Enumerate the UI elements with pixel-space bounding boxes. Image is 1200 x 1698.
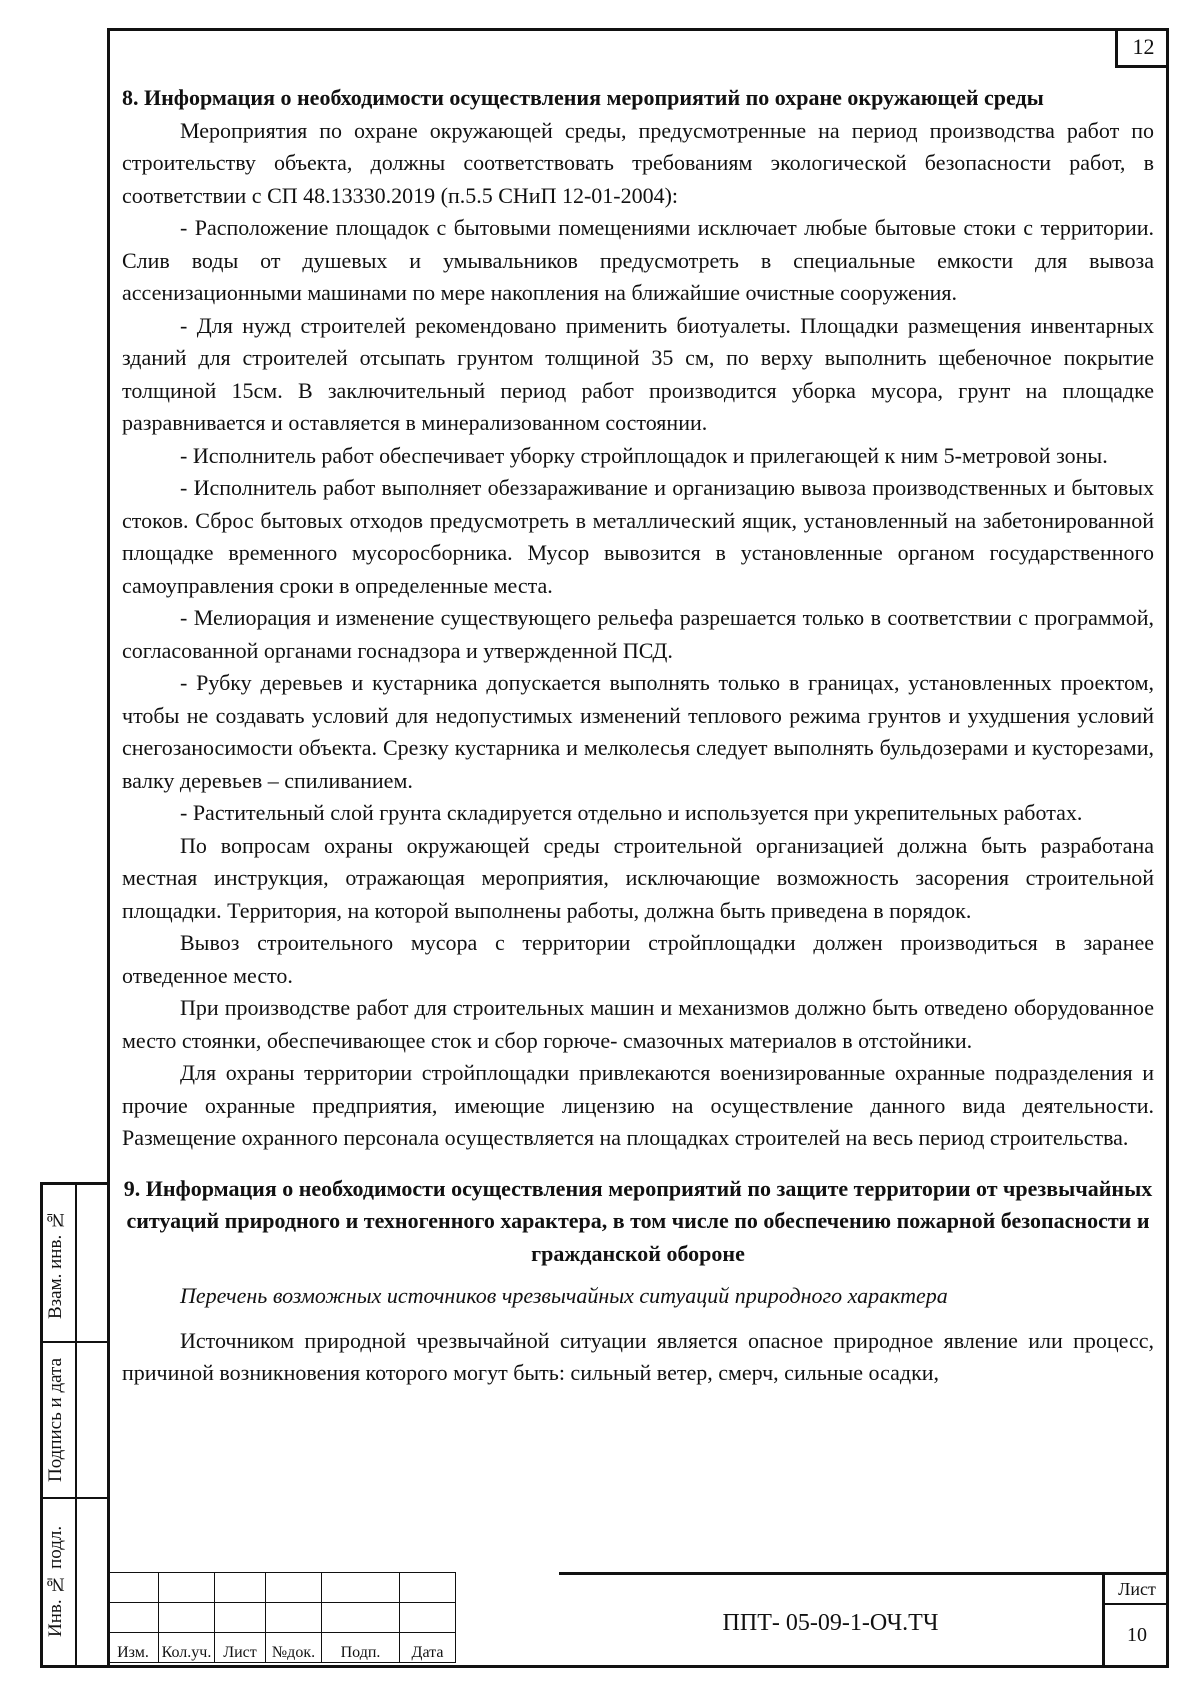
cell	[266, 1573, 322, 1603]
cell	[215, 1573, 266, 1603]
cell	[322, 1573, 400, 1603]
title-block	[107, 1572, 1169, 1668]
sheet-number: 10	[1127, 1624, 1147, 1646]
cell	[159, 1603, 215, 1633]
document-body	[122, 82, 1154, 1390]
label-inv-replace: Взам. инв. №	[45, 1209, 66, 1319]
cell	[322, 1603, 400, 1633]
col-izm: Изм.	[108, 1633, 159, 1663]
section-8-heading: 8. Информация о необходимости осуществления мероприятий по охране окружающей среды	[122, 85, 1044, 110]
paragraph: - Для нужд строителей рекомендовано применить биотуалеты. Площадки размещения инвентарных зданий для строителей отсыпать грунтом толщиной 35 см, по верху выполнить щебеночное покрытие толщиной 15см. В заключительный период работ производится уборка мусора, грунт на площадке разравнивается и оставляется в минерализованном состоянии.	[122, 312, 1154, 435]
subheading: Перечень возможных источников чрезвычайных ситуаций природного характера	[180, 1283, 948, 1308]
label-inv-orig: Инв. № подл.	[45, 1525, 66, 1637]
cell	[108, 1603, 159, 1633]
paragraph: - Исполнитель работ выполняет обеззараживание и организацию вывоза производственных и бытовых стоков. Сброс бытовых отходов предусмотреть в металлический ящик, установленный на забетонированной площадке временного мусоросборника. Мусор вывозится в установленные органом государственного самоуправления сроки в определенные места.	[122, 475, 1154, 598]
cell	[400, 1603, 456, 1633]
paragraph: При производстве работ для строительных машин и механизмов должно быть отведено оборудованное место стоянки, обеспечивающее сток и сбор горюче- смазочных материалов в отстойники.	[122, 995, 1154, 1053]
col-koluch: Кол.уч.	[159, 1633, 215, 1663]
paragraph: - Рубку деревьев и кустарника допускается выполнять только в границах, установленных проектом, чтобы не создавать условий для недопустимых изменений теплового режима грунтов и ухудшения условий снегозаносимости объекта. Срезку кустарника и мелколесья следует выполнять бульдозерами и кусторезами, валку деревьев – спиливанием.	[122, 670, 1154, 793]
paragraph: Источником природной чрезвычайной ситуации является опасное природное явление или процесс, причиной возникновения которого могут быть: сильный ветер, смерч, сильные осадки,	[122, 1327, 1154, 1385]
paragraph: - Исполнитель работ обеспечивает уборку стройплощадок и прилегающей к ним 5-метровой зоны.	[180, 442, 1108, 468]
col-list: Лист	[215, 1633, 266, 1663]
sheet-label: Лист	[1105, 1575, 1169, 1605]
cell	[108, 1573, 159, 1603]
cell	[400, 1573, 456, 1603]
paragraph: - Растительный слой грунта складируется отдельно и используется при укрепительных работах.	[180, 800, 1083, 825]
side-divider	[75, 1185, 77, 1665]
paragraph: - Мелиорация и изменение существующего рельефа разрешается только в соответствии с программой, согласованной органами госнадзора и утвержденной ПСД.	[122, 605, 1154, 663]
document-code: ППТ- 05-09-1-ОЧ.ТЧ	[559, 1572, 1102, 1668]
cell	[215, 1603, 266, 1633]
paragraph: Вывоз строительного мусора с территории стройплощадки должен производиться в заранее отведенное место.	[122, 930, 1154, 988]
side-cell-divider	[43, 1497, 107, 1499]
paragraph: Мероприятия по охране окружающей среды, предусмотренные на период производства работ по строительству объекта, должны соответствовать требованиям экологической безопасности работ, в соответствии с СП 48.13330.2019 (п.5.5 СНиП 12-01-2004):	[122, 117, 1154, 208]
col-data: Дата	[400, 1633, 456, 1663]
revision-table	[107, 1572, 456, 1663]
paragraph: - Расположение площадок с бытовыми помещениями исключает любые бытовые стоки с территории. Слив воды от душевых и умывальников предусмотреть в специальные емкости для вывоза ассенизационными машинами по мере накопления на ближайшие очистные сооружения.	[122, 215, 1154, 305]
col-ndok: №док.	[266, 1633, 322, 1663]
section-9-heading: 9. Информация о необходимости осуществления мероприятий по защите территории от чрезвычайных ситуаций природного и техногенного характера, в том числе по обеспечению пожарной безопасности и гражданской обороне	[123, 1175, 1153, 1266]
page-number: 12	[1115, 28, 1169, 68]
sheet-box	[1102, 1572, 1169, 1668]
side-stamp	[40, 1182, 107, 1668]
col-podp: Подп.	[322, 1633, 400, 1663]
cell	[266, 1603, 322, 1633]
label-signature-date: Подпись и дата	[45, 1357, 66, 1483]
cell	[159, 1573, 215, 1603]
paragraph: По вопросам охраны окружающей среды строительной организацией должна быть разработана местная инструкция, отражающая мероприятия, исключающие возможность засорения строительной площадки. Территория, на которой выполнены работы, должна быть приведена в порядок.	[122, 832, 1154, 923]
paragraph: Для охраны территории стройплощадки привлекаются военизированные охранные подразделения и прочие охранные предприятия, имеющие лицензию на осуществление данного вида деятельности. Размещение охранного персонала осуществляется на площадках строителей на весь период строительства.	[122, 1060, 1154, 1150]
side-cell-divider	[43, 1341, 107, 1343]
